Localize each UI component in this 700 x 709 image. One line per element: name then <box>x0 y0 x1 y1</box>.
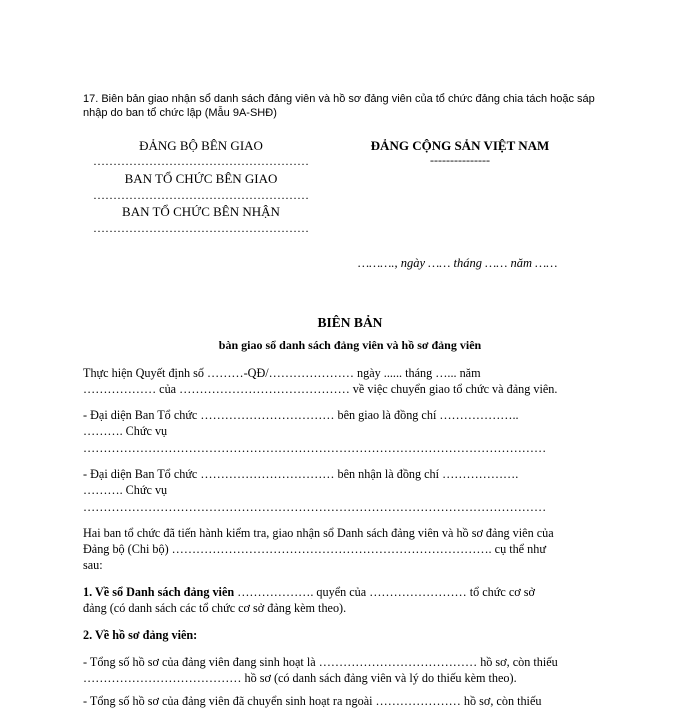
intro-line-1: 17. Biên bản giao nhận sổ danh sách đảng viên và hồ sơ đảng viên của tổ chức đảng chia tách hoặc sáp <box>83 93 595 105</box>
section-1-heading: 1. Về sổ Danh sách đảng viên <box>83 585 235 599</box>
header-left-org-3: BAN TỔ CHỨC BÊN NHẬN <box>122 204 280 219</box>
body-line-3: - Đại diện Ban Tổ chức …………………………… bên giao là đồng chí ……………….. <box>83 408 519 422</box>
header-left-dots-1: ……………………………………………… <box>93 154 309 168</box>
body-line-13: đảng (có danh sách các tổ chức cơ sở đảng kèm theo). <box>83 601 347 615</box>
body-line-9: Hai ban tổ chức đã tiến hành kiểm tra, giao nhận sổ Danh sách đảng viên và hồ sơ đảng viên của <box>83 526 554 540</box>
document-subtitle: bàn giao sổ danh sách đảng viên và hồ sơ đảng viên <box>218 338 482 352</box>
section-2-heading: 2. Về hồ sơ đảng viên: <box>83 628 198 642</box>
body-line-5: …………………………………………………………………………………………………… <box>83 441 547 455</box>
body-line-4: ………. Chức vụ <box>83 424 168 438</box>
header-party-underline: --------------- <box>430 153 490 167</box>
header-left-org-1: ĐẢNG BỘ BÊN GIAO <box>139 138 263 153</box>
body-line-1: Thực hiện Quyết định số ………-QĐ/………………… ngày ...... tháng …... năm <box>83 366 481 380</box>
header-left-org-2: BAN TỔ CHỨC BÊN GIAO <box>124 171 278 186</box>
header-party-name: ĐẢNG CỘNG SẢN VIỆT NAM <box>370 138 550 153</box>
body-line-15: - Tổng số hồ sơ của đảng viên đang sinh hoạt là ………………………………… hồ sơ, còn thiếu <box>83 655 558 669</box>
section-1-line <box>83 584 535 600</box>
body-line-6: - Đại diện Ban Tổ chức …………………………… bên nhận là đồng chí ………………. <box>83 467 519 481</box>
body-line-10: Đảng bộ (Chi bộ) ……………………………………………………………………. cụ thể như <box>83 542 546 556</box>
header-left-dots-3: ……………………………………………… <box>93 221 309 235</box>
document-date-line: ………., ngày …… tháng …… năm …… <box>358 256 558 270</box>
document-title: BIÊN BẢN <box>317 315 383 330</box>
body-line-16: ………………………………… hồ sơ (có danh sách đảng viên và lý do thiếu kèm theo). <box>83 671 517 685</box>
body-line-11: sau: <box>83 558 103 572</box>
body-line-8: …………………………………………………………………………………………………… <box>83 500 547 514</box>
body-line-7: ………. Chức vụ <box>83 483 168 497</box>
header-left-dots-2: ……………………………………………… <box>93 188 309 202</box>
body-line-17: - Tổng số hồ sơ của đảng viên đã chuyển sinh hoạt ra ngoài ………………… hồ sơ, còn thiếu <box>83 694 542 708</box>
section-1-rest: ………………. quyển của …………………… tổ chức cơ sở <box>234 585 535 599</box>
body-line-2: ……………… của …………………………………… về việc chuyển giao tổ chức và đảng viên. <box>83 382 558 396</box>
intro-line-2: nhập do ban tổ chức lập (Mẫu 9A-SHĐ) <box>83 107 277 119</box>
